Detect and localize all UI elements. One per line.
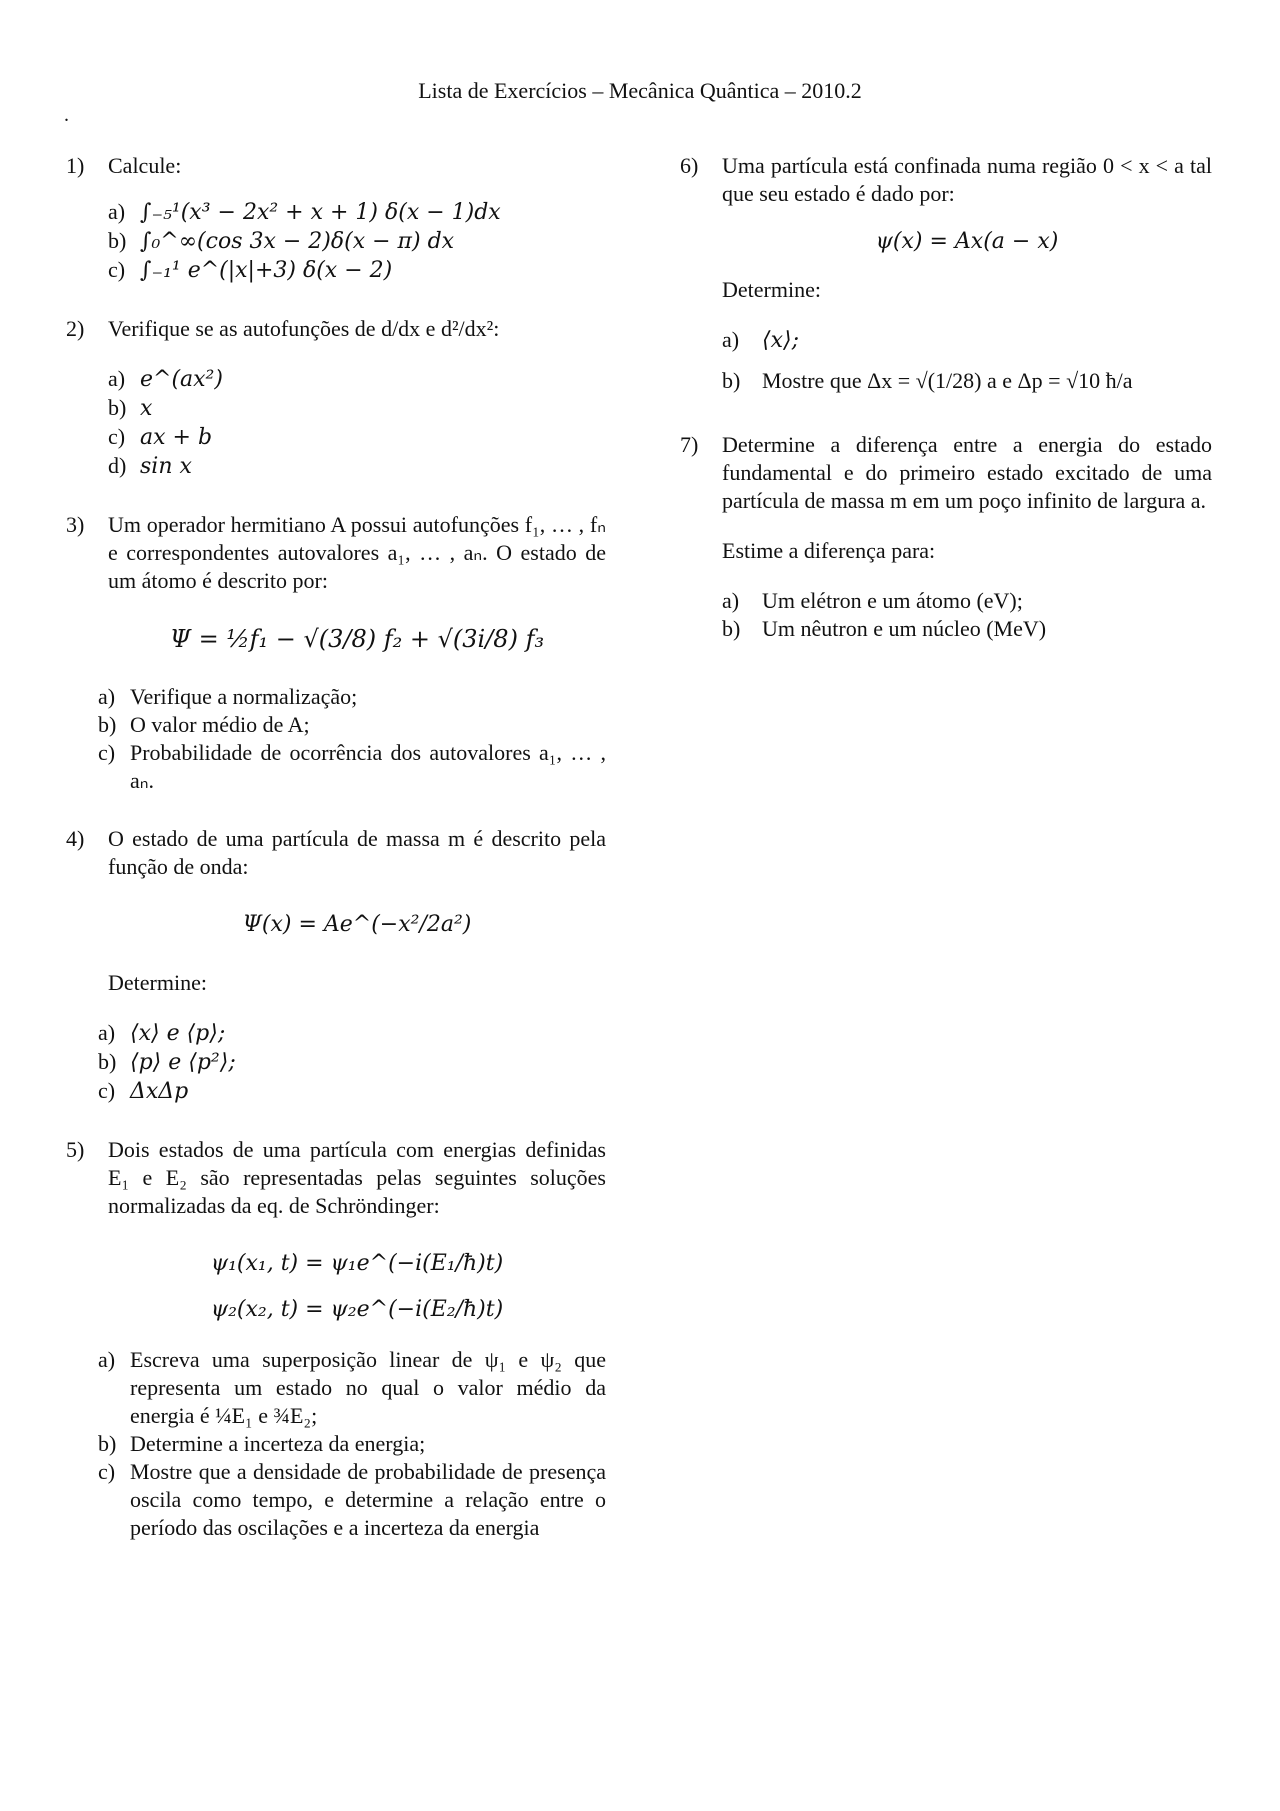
question-number: 5) [66,1137,85,1162]
list-item: b) ⟨p⟩ e ⟨p²⟩; [98,1049,236,1075]
list-item: c) ∫₋₁¹ e^(|x|+3) δ(x − 2) [108,257,393,283]
question-number: 2) [66,316,85,341]
question-text: Determine a diferença entre a energia do estado fundamental e do primeiro estado excitado de uma partícula de massa m em um poço infinito de largura a. [722,432,1212,513]
determine-label: Determine: [108,970,207,995]
equation-psi1: ψ₁(x₁, t) = ψ₁e^(−i(E₁/ħ)t) [210,1251,504,1276]
list-item: c) Probabilidade de ocorrência dos autovalores a₁, … , aₙ. [98,740,606,793]
question-text: Verifique se as autofunções de d/dx e d²/dx²: [108,316,500,341]
list-item: b) O valor médio de A; [98,712,310,737]
stray-dot: . [64,104,69,126]
question-7 [680,431,1212,643]
question-text: Um operador hermitiano A possui autofunções f₁, … , fₙ e correspondentes autovalores a₁, … , aₙ. O estado de um átomo é descrito por: [108,512,606,593]
page-title: Lista de Exercícios – Mecânica Quântica – 2010.2 [418,78,862,103]
list-item: a) ⟨x⟩; [722,327,799,353]
left-column [66,152,606,1542]
list-item: c) Mostre que a densidade de probabilidade de presença oscila como tempo, e determine a relação entre o período das oscilações e a incerteza da energia [98,1459,606,1540]
list-item: a) Verifique a normalização; [98,684,358,709]
question-4 [66,825,606,1106]
question-text: Uma partícula está confinada numa região 0 < x < a tal que seu estado é dado por: [722,153,1212,206]
list-item: c) ax + b [108,424,213,450]
determine-label: Determine: [722,277,821,302]
question-3 [66,511,606,795]
question-number: 3) [66,512,85,537]
question-number: 7) [680,432,699,457]
equation: Ψ(x) = Ae^(−x²/2a²) [242,912,472,937]
question-number: 6) [680,153,699,178]
list-item: a) Escreva uma superposição linear de ψ₁ e ψ₂ que representa um estado no qual o valor médio da energia é ¼E₁ e ¾E₂; [98,1347,606,1428]
question-text: Calcule: [108,153,182,178]
estimate-label: Estime a diferença para: [722,538,936,563]
question-1 [66,152,606,285]
list-item: b) Determine a incerteza da energia; [98,1431,426,1456]
question-number: 4) [66,826,85,851]
list-item: c) ΔxΔp [98,1078,189,1104]
list-item: b) ∫₀^∞(cos 3x − 2)δ(x − π) dx [108,228,455,254]
list-item: d) sin x [108,453,192,479]
list-item: b) Mostre que Δx = √(1/28) a e Δp = √10 ħ/a [722,368,1133,393]
question-6 [680,152,1212,395]
equation: ψ(x) = Ax(a − x) [875,229,1059,254]
list-item: a) Um elétron e um átomo (eV); [722,588,1023,613]
list-item: b) Um nêutron e um núcleo (MeV) [722,616,1047,641]
list-item: a) e^(ax²) [108,366,223,392]
list-item: b) x [108,395,153,421]
question-text: O estado de uma partícula de massa m é descrito pela função de onda: [108,826,606,879]
question-number: 1) [66,153,85,178]
question-text: Dois estados de uma partícula com energias definidas E₁ e E₂ são representadas pelas seguintes soluções normalizadas da eq. de Schröndinger: [108,1137,606,1218]
question-2 [66,315,606,481]
list-item: a) ∫₋₅¹(x³ − 2x² + x + 1) δ(x − 1)dx [108,199,501,225]
equation: Ψ = ½f₁ − √(3/8) f₂ + √(3i/8) f₃ [169,625,545,653]
right-column [680,152,1212,643]
question-5 [66,1136,606,1542]
equation-psi2: ψ₂(x₂, t) = ψ₂e^(−i(E₂/ħ)t) [210,1297,504,1322]
list-item: a) ⟨x⟩ e ⟨p⟩; [98,1020,226,1046]
